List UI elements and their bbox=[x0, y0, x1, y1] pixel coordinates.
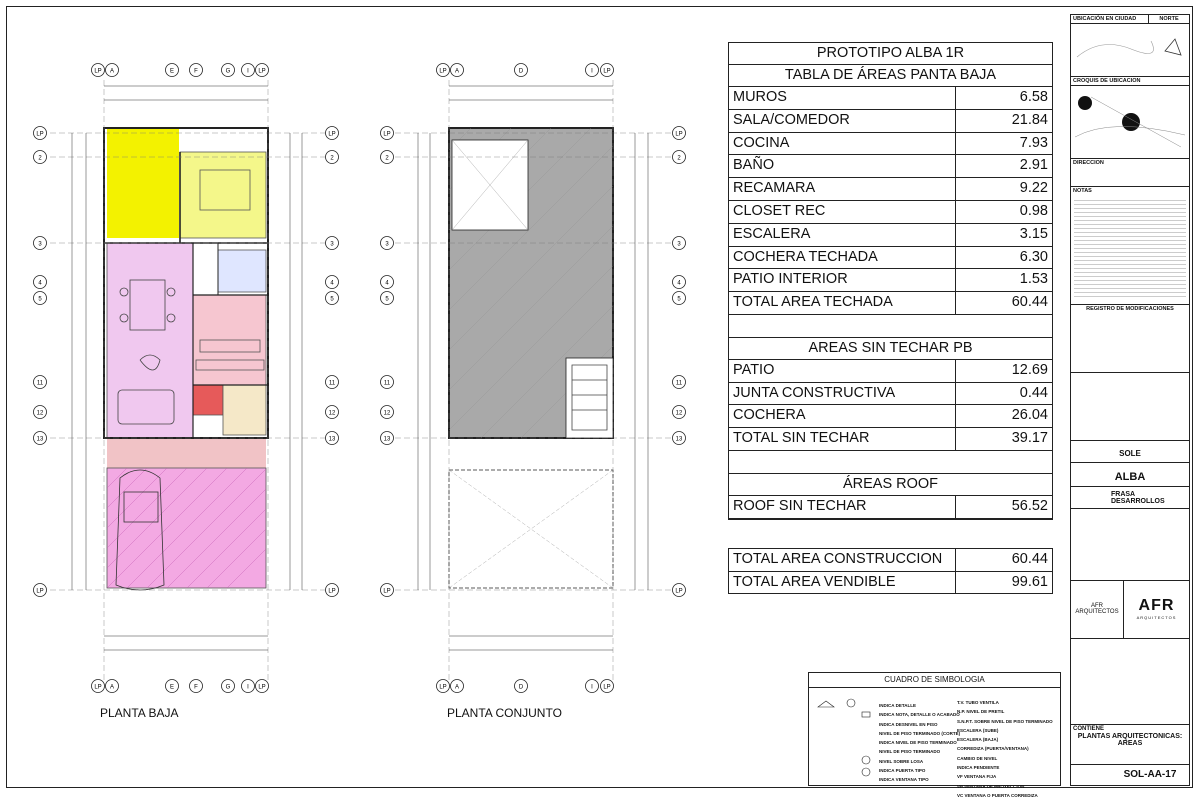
totals-label: TOTAL AREA CONSTRUCCION bbox=[729, 549, 956, 571]
sheet-title: PLANTAS ARQUITECTONICAS: AREAS bbox=[1077, 733, 1183, 747]
axis-bubble-label: 2 bbox=[38, 155, 42, 162]
unroofed-rows bbox=[729, 360, 1052, 451]
area-label: COCHERA TECHADA bbox=[729, 247, 956, 269]
area-value: 21.84 bbox=[1011, 111, 1048, 128]
sala-zone bbox=[107, 243, 193, 438]
area-row bbox=[729, 496, 1052, 519]
axis-bubble-label: LP bbox=[36, 131, 44, 138]
legend-column-2 bbox=[957, 698, 1053, 800]
axis-bubble-label: LP bbox=[383, 588, 391, 595]
axis-bubble-label: 4 bbox=[38, 280, 42, 287]
project-cell bbox=[1071, 441, 1189, 463]
axis-bubble-label: LP bbox=[603, 68, 611, 75]
area-table bbox=[728, 42, 1053, 520]
legend-item: NIVEL DE PISO TERMINADO bbox=[879, 749, 941, 755]
area-value: 12.69 bbox=[1011, 361, 1048, 378]
location-label: UBICACIÓN EN CIUDAD bbox=[1071, 15, 1149, 24]
axis-bubble-label: 5 bbox=[38, 296, 42, 303]
axis-bubble-label: LP bbox=[439, 684, 447, 691]
area-label: COCINA bbox=[729, 133, 956, 155]
axis-bubble-label: I bbox=[247, 68, 249, 75]
axis-bubble-label: G bbox=[225, 684, 231, 691]
totals-row bbox=[729, 549, 1052, 571]
area-row bbox=[729, 133, 1052, 156]
roofed-rows bbox=[729, 87, 1052, 315]
axis-bubble-label: 2 bbox=[677, 155, 681, 162]
legend-item: ESCALERA (SUBE) bbox=[957, 727, 999, 733]
area-row bbox=[729, 178, 1052, 201]
axis-bubble-label: LP bbox=[94, 68, 102, 75]
area-value: 0.44 bbox=[1019, 384, 1048, 401]
legend-item: INDICA PENDIENTE bbox=[957, 765, 1000, 771]
axis-bubble-label: 5 bbox=[385, 296, 389, 303]
area-label: SALA/COMEDOR bbox=[729, 110, 956, 132]
sketch-label: CROQUIS DE UBICACION bbox=[1071, 77, 1189, 86]
axis-bubble-label: 4 bbox=[677, 280, 681, 287]
area-value: 56.52 bbox=[1011, 497, 1048, 514]
axis-bubble-label: 4 bbox=[385, 280, 389, 287]
axis-bubble-label: 12 bbox=[328, 410, 336, 417]
area-label: TOTAL AREA TECHADA bbox=[729, 292, 956, 314]
planta-baja-plan bbox=[50, 80, 330, 680]
axis-bubble-label: LP bbox=[675, 588, 683, 595]
axis-bubble-label: I bbox=[591, 68, 593, 75]
legend-item: NIVEL DE PISO TERMINADO (CORTE) bbox=[879, 730, 961, 736]
area-row bbox=[729, 383, 1052, 406]
location-cell bbox=[1071, 15, 1189, 77]
address-cell bbox=[1071, 159, 1189, 187]
legend-item: ESCALERA (BAJA) bbox=[957, 737, 999, 743]
area-row bbox=[729, 405, 1052, 428]
area-label: MUROS bbox=[729, 87, 956, 109]
legend-item: INDICA NIVEL DE PISO TERMINADO bbox=[879, 740, 957, 746]
legend-item: NIVEL SOBRE LOSA bbox=[879, 758, 924, 764]
axis-bubble-label: 13 bbox=[36, 436, 44, 443]
contains-cell bbox=[1071, 725, 1189, 765]
axis-bubble-label: E bbox=[169, 684, 175, 691]
area-row bbox=[729, 224, 1052, 247]
area-value: 0.98 bbox=[1019, 202, 1048, 219]
axis-bubble-label: 4 bbox=[330, 280, 334, 287]
owner-name: FRASA DESARROLLOS bbox=[1111, 491, 1165, 505]
area-value: 39.17 bbox=[1011, 430, 1048, 447]
area-label: COCHERA bbox=[729, 405, 956, 427]
axis-bubble-label: LP bbox=[36, 588, 44, 595]
axis-bubble-label: 5 bbox=[677, 296, 681, 303]
axis-bubble-label: F bbox=[194, 684, 198, 691]
axis-bubble-label: A bbox=[454, 68, 460, 75]
legend-item: S.N.P.T. SOBRE NIVEL DE PISO TERMINADO bbox=[957, 718, 1053, 724]
unroofed-title: AREAS SIN TECHAR PB bbox=[729, 338, 1052, 360]
area-label: TOTAL SIN TECHAR bbox=[729, 428, 956, 450]
area-value: 60.44 bbox=[1011, 294, 1048, 311]
address-label: DIRECCION bbox=[1073, 160, 1104, 166]
axis-bubble-label: 3 bbox=[385, 241, 389, 248]
prototype-cell bbox=[1071, 463, 1189, 487]
axis-bubble-label: LP bbox=[383, 131, 391, 138]
axis-bubble-label: 12 bbox=[36, 410, 44, 417]
axis-bubble-label: LP bbox=[439, 68, 447, 75]
axis-bubble-label: A bbox=[109, 684, 115, 691]
planta-conjunto-label: PLANTA CONJUNTO bbox=[447, 706, 562, 720]
responsible-cell bbox=[1071, 639, 1189, 725]
area-label: JUNTA CONSTRUCTIVA bbox=[729, 383, 956, 405]
approval-cell bbox=[1071, 509, 1189, 581]
notes-label: NOTAS bbox=[1073, 188, 1092, 194]
axis-bubble-label: LP bbox=[94, 684, 102, 691]
axis-bubble-label: A bbox=[109, 68, 115, 75]
axis-bubble-label: 5 bbox=[330, 296, 334, 303]
area-value: 9.22 bbox=[1019, 180, 1048, 197]
axis-bubble-label: 2 bbox=[385, 155, 389, 162]
cochera-zone bbox=[107, 468, 266, 588]
area-value: 3.15 bbox=[1019, 225, 1048, 242]
owner-cell bbox=[1071, 487, 1189, 509]
area-value: 2.91 bbox=[1019, 157, 1048, 174]
table-spacer bbox=[729, 451, 1052, 474]
sheet-number-cell bbox=[1071, 765, 1189, 785]
axis-bubble-label: LP bbox=[258, 684, 266, 691]
modifications-cell bbox=[1071, 305, 1189, 373]
stair-box bbox=[566, 358, 613, 438]
north-arrow-icon bbox=[1165, 39, 1181, 55]
sketch-cell bbox=[1071, 77, 1189, 159]
axis-bubble-label: D bbox=[518, 684, 524, 691]
axis-bubble-label: LP bbox=[675, 131, 683, 138]
firm-logo-sub: ARQUITECTOS bbox=[1136, 615, 1177, 620]
legend-item: INDICA VENTANA TIPO bbox=[879, 777, 929, 783]
legend-item: INDICA PUERTA TIPO bbox=[879, 768, 926, 774]
legend-item: INDICA NOTA, DETALLE O ACABADO bbox=[879, 712, 960, 718]
axis-bubble-label: A bbox=[454, 684, 460, 691]
axis-bubble-label: 13 bbox=[328, 436, 336, 443]
planta-conjunto-plan bbox=[395, 80, 675, 680]
legend-item: T.V. TUBO VENTILA bbox=[957, 700, 999, 705]
axis-bubble-label: 3 bbox=[330, 241, 334, 248]
axis-bubble-label: 3 bbox=[38, 241, 42, 248]
firm-logo: AFR bbox=[1138, 597, 1175, 614]
axis-bubble-label: LP bbox=[603, 684, 611, 691]
legend-item: INDICA DETALLE bbox=[879, 703, 916, 708]
area-row bbox=[729, 269, 1052, 292]
sheet-number: SOL-AA-17 bbox=[1123, 769, 1177, 780]
axis-bubble-label: LP bbox=[328, 588, 336, 595]
totals-value: 60.44 bbox=[1011, 551, 1048, 567]
contains-label: CONTIENE bbox=[1073, 726, 1105, 732]
axis-bubble-label: 11 bbox=[383, 380, 391, 387]
axis-bubble-label: D bbox=[518, 68, 524, 75]
axis-bubble-label: I bbox=[247, 684, 249, 691]
axis-bubble-label: G bbox=[225, 68, 231, 75]
area-value: 6.58 bbox=[1019, 89, 1048, 105]
axis-bubble-label: I bbox=[591, 684, 593, 691]
area-row bbox=[729, 247, 1052, 270]
area-value: 1.53 bbox=[1019, 271, 1048, 288]
firm-name: AFR ARQUITECTOS bbox=[1071, 581, 1124, 638]
area-label: BAÑO bbox=[729, 155, 956, 177]
escalera-zone bbox=[193, 385, 223, 415]
area-label: ROOF SIN TECHAR bbox=[729, 496, 956, 518]
firm-cell bbox=[1071, 581, 1189, 639]
axis-bubble-label: 11 bbox=[328, 380, 336, 387]
area-row bbox=[729, 201, 1052, 224]
legend-title: CUADRO DE SIMBOLOGIA bbox=[809, 673, 1060, 688]
project-name: SOLE bbox=[1119, 449, 1141, 458]
legend-column-1 bbox=[879, 701, 960, 785]
table-spacer bbox=[729, 315, 1052, 338]
axis-bubble-label: LP bbox=[258, 68, 266, 75]
area-label: CLOSET REC bbox=[729, 201, 956, 223]
legend-item: CORREDIZA (PUERTA/VENTANA) bbox=[957, 746, 1029, 752]
junta-zone bbox=[107, 438, 266, 468]
north-label: NORTE bbox=[1149, 15, 1189, 24]
legend-item: INDICA DESNIVEL EN PISO bbox=[879, 721, 938, 727]
axis-bubble-label: LP bbox=[328, 131, 336, 138]
location-sketch bbox=[1071, 87, 1189, 157]
area-value: 26.04 bbox=[1011, 407, 1048, 424]
area-label: PATIO INTERIOR bbox=[729, 269, 956, 291]
area-value: 7.93 bbox=[1019, 134, 1048, 151]
prototype-name: ALBA bbox=[1114, 471, 1146, 483]
signatures-cell bbox=[1071, 373, 1189, 441]
area-label: RECAMARA bbox=[729, 178, 956, 200]
axis-bubble-label: 11 bbox=[36, 380, 44, 387]
planta-baja-label: PLANTA BAJA bbox=[100, 706, 179, 720]
area-label: PATIO bbox=[729, 360, 956, 382]
roof-title: ÁREAS ROOF bbox=[729, 474, 1052, 496]
bano-zone bbox=[218, 250, 266, 292]
area-row bbox=[729, 428, 1052, 451]
axis-bubble-label: E bbox=[169, 68, 175, 75]
area-value: 6.30 bbox=[1019, 248, 1048, 265]
title-block bbox=[1070, 14, 1190, 786]
legend-item: VP VENTANA DE PROYECCION bbox=[957, 783, 1025, 789]
roof-rows bbox=[729, 496, 1052, 519]
legend-item: N.P. NIVEL DE PRETIL bbox=[957, 709, 1005, 715]
axis-bubble-label: 2 bbox=[330, 155, 334, 162]
recamara-zone bbox=[180, 152, 266, 238]
symbol-legend bbox=[808, 672, 1061, 798]
notes-cell bbox=[1071, 187, 1189, 305]
legend-item: VC VENTANA O PUERTA CORREDIZA bbox=[957, 792, 1038, 798]
axis-bubble-label: 13 bbox=[383, 436, 391, 443]
area-label: ESCALERA bbox=[729, 224, 956, 246]
axis-bubble-label: 11 bbox=[675, 380, 683, 387]
totals-row bbox=[729, 571, 1052, 594]
axis-bubble-label: 13 bbox=[675, 436, 683, 443]
legend-item: CAMBIO DE NIVEL bbox=[957, 755, 998, 761]
area-row bbox=[729, 292, 1052, 315]
legend-item: VF VENTANA FIJA bbox=[957, 774, 997, 780]
area-row bbox=[729, 360, 1052, 383]
patio-zone bbox=[107, 128, 179, 238]
area-row bbox=[729, 155, 1052, 178]
city-map-sketch bbox=[1071, 27, 1189, 75]
totals-value: 99.61 bbox=[1011, 573, 1048, 590]
area-table-title: PROTOTIPO ALBA 1R bbox=[729, 43, 1052, 65]
area-row bbox=[729, 87, 1052, 110]
axis-bubble-label: 3 bbox=[677, 241, 681, 248]
axis-bubble-label: F bbox=[194, 68, 198, 75]
area-row bbox=[729, 110, 1052, 133]
axis-bubble-label: 12 bbox=[675, 410, 683, 417]
modifications-label: REGISTRO DE MODIFICACIONES bbox=[1086, 306, 1174, 312]
area-table-subtitle: TABLA DE ÁREAS PANTA BAJA bbox=[729, 65, 1052, 87]
stair-zone bbox=[223, 385, 266, 435]
axis-bubble-label: 12 bbox=[383, 410, 391, 417]
totals-table bbox=[728, 548, 1053, 594]
totals-label: TOTAL AREA VENDIBLE bbox=[729, 572, 956, 594]
